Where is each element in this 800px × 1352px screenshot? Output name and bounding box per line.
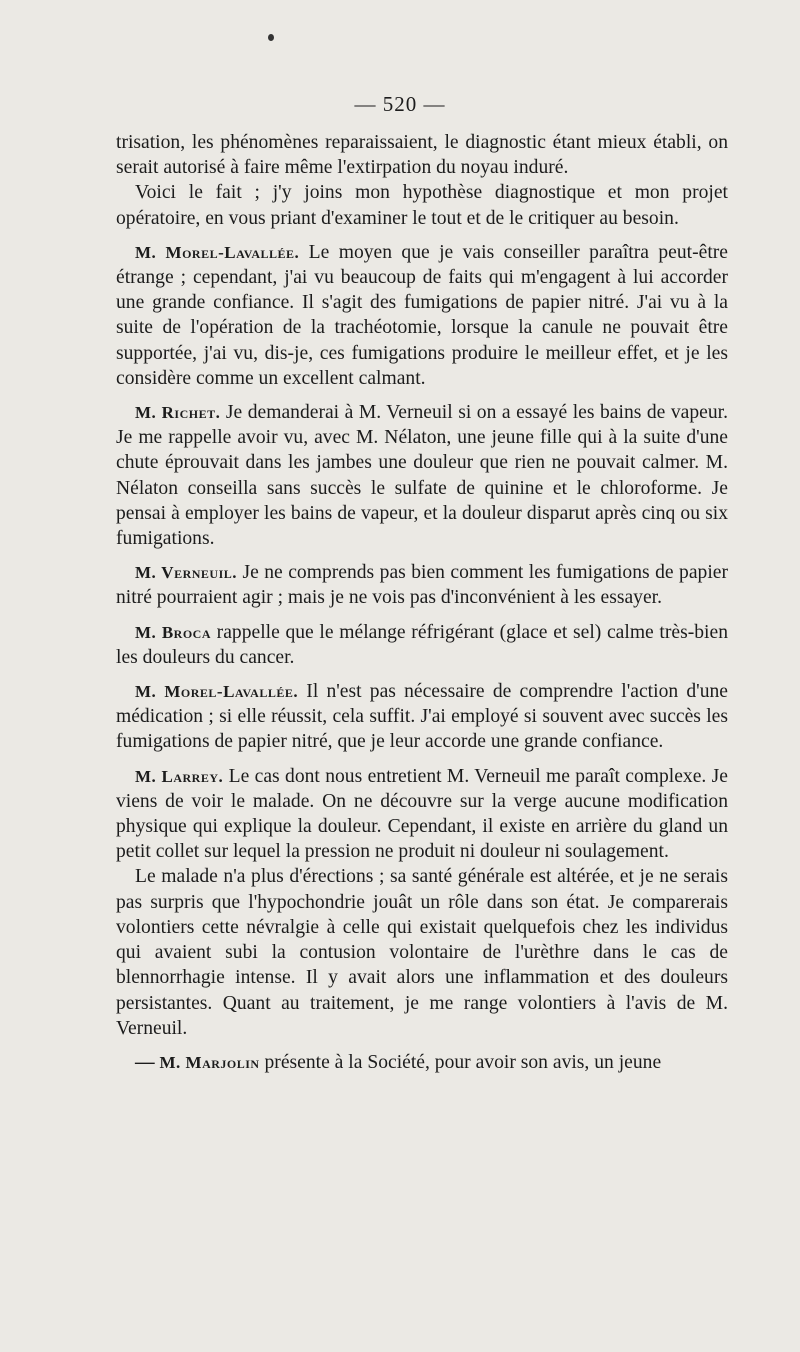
paragraph-case-intro [116,180,728,230]
ink-mark [268,34,274,41]
paragraph-marjolin [116,1050,728,1075]
body-text [116,130,728,1075]
paragraph-text: Le cas dont nous entretient M. Verneuil me paraît complexe. Je viens de voir le malade. On ne découvre sur la verge aucune modification physique qui explique la douleur. Cependant, il existe en arrière du gland un petit collet sur lequel la pression ne produit ni douleur ni soulagement. [116,765,728,863]
paragraph-morel-lavallee-1 [116,240,728,391]
paragraph-larrey [116,764,728,865]
paragraph-text: Je demanderai à M. Verneuil si on a essayé les bains de vapeur. Je me rappelle avoir vu, avec M. Nélaton, une jeune fille qui à la suite d'une chute éprouvait dans les jambes une douleur que rien ne pouvait calmer. M. Nélaton conseilla sans succès le sulfate de quinine et le chloroforme. Je pensai à employer les bains de vapeur, et la douleur disparut après cinq ou six fumigations. [116,402,729,550]
speaker-name: M. Richet. [135,403,221,423]
paragraph-larrey-continued [116,864,728,1040]
paragraph-text: Je ne comprends pas bien comment les fumigations de papier nitré pourraient agir ; mais je ne vois pas d'inconvénient à les essayer. [116,562,728,609]
paragraph-text: Voici le fait ; j'y joins mon hypothèse diagnostique et mon projet opératoire, en vous priant d'examiner le tout et de le critiquer au besoin. [116,182,728,229]
paragraph-text: rappelle que le mélange réfrigérant (glace et sel) calme très-bien les douleurs du cancer. [116,621,728,668]
paragraph-text: trisation, les phénomènes reparaissaient, le diagnostic étant mieux établi, on serait autorisé à faire même l'extirpation du noyau induré. [116,132,728,179]
paragraph-continuation [116,130,728,180]
speaker-name: M. Larrey. [135,766,224,786]
paragraph-broca [116,620,728,670]
paragraph-verneuil [116,560,728,610]
page-number: — 520 — [354,92,446,116]
speaker-name: M. Broca [135,622,211,642]
speaker-name: M. Morel-Lavallée. [135,682,299,702]
paragraph-text: Il n'est pas nécessaire de comprendre l'action d'une médication ; si elle réussit, cela suffit. J'ai employé si souvent avec succès les fumigations de papier nitré, que je leur accorde une grande confiance. [116,681,728,753]
paragraph-richet [116,400,728,551]
paragraph-text: Le moyen que je vais conseiller paraîtra peut-être étrange ; cependant, j'ai vu beaucoup de faits qui m'engagent à lui accorder une grande confiance. Il s'agit des fumigations de papier nitré. J'ai vu à la suite de l'opération de la trachéotomie, lorsque la canule ne pouvait être supportée, j'ai vu, dis-je, ces fumigations produire le meilleur effet, et je les considère comme un excellent calmant. [116,241,728,389]
paragraph-text: Le malade n'a plus d'érections ; sa santé générale est altérée, et je ne serais pas surpris que l'hypochondrie jouât un rôle dans son état. Je comparerais volontiers cette névralgie à celle qui existait quelquefois chez les individus qui avaient subi la contusion volontaire de l'urèthre dans le cas de blennorrhagie intense. Il y avait alors une inflammation et des douleurs persistantes. Quant au traitement, je me range volontiers à l'avis de M. Verneuil. [116,866,728,1039]
em-dash: — [135,1051,160,1073]
paragraph-morel-lavallee-2 [116,679,728,755]
paragraph-text: présente à la Société, pour avoir son avis, un jeune [259,1051,662,1073]
speaker-name: M. Verneuil. [135,563,238,583]
speaker-name: M. Morel-Lavallée. [135,242,300,262]
speaker-name: M. Marjolin [159,1052,260,1072]
